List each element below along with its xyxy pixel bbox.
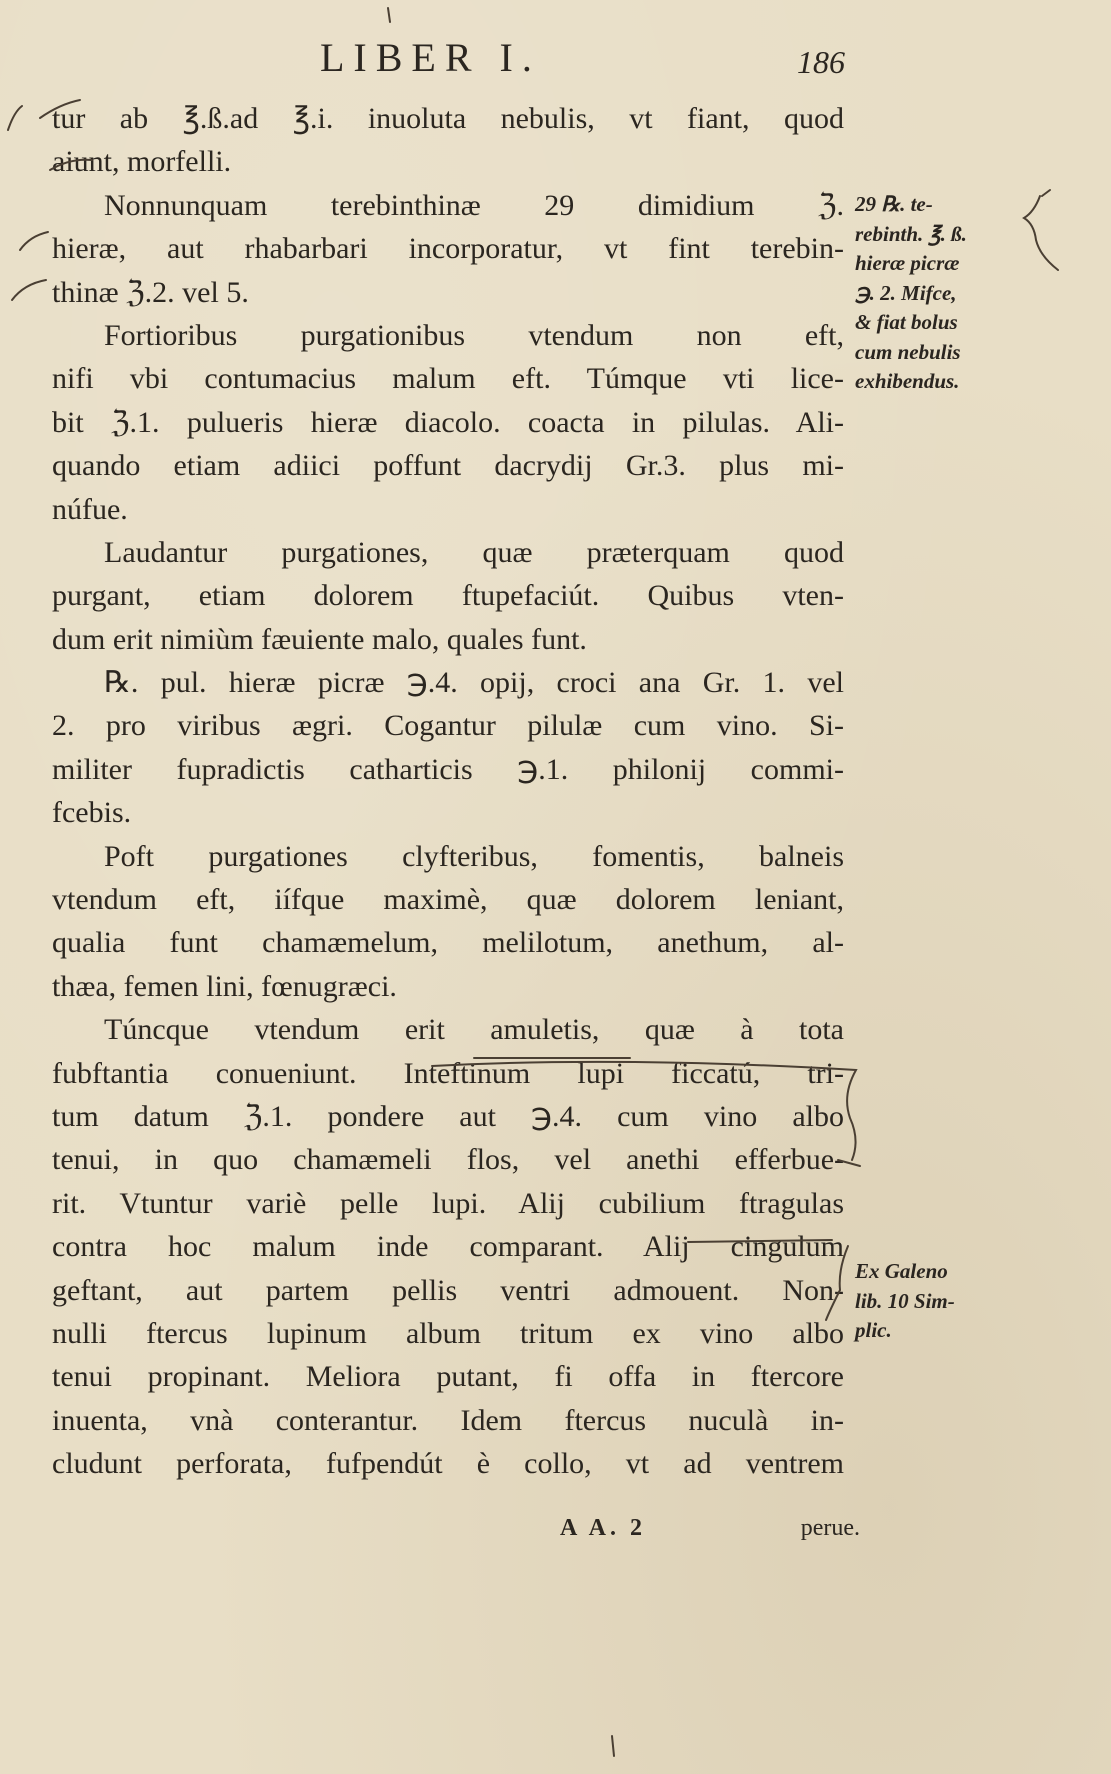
text-line: vtendum eft, iífque maximè, quæ dolorem leniant, <box>52 883 844 917</box>
text-line: geftant, aut partem pellis ventri admouent. Non- <box>52 1273 844 1307</box>
text-line: cludunt perforata, fufpendút è collo, vt ad ventrem <box>52 1447 844 1481</box>
marginal-note-line: rebinth. ℥. ß. <box>855 221 967 246</box>
marginal-note-line: 29 ℞. te- <box>855 192 933 216</box>
text-line: Poft purgationes clyfteribus, fomentis, balneis <box>104 839 844 873</box>
marginal-note-line: Ex Galeno <box>855 1259 948 1283</box>
text-line: núfue. <box>52 492 128 526</box>
text-line: qualia funt chamæmelum, melilotum, anethum, al- <box>52 926 844 960</box>
text-line: nulli ftercus lupinum album tritum ex vino albo <box>52 1316 844 1350</box>
text-line: aiunt, morfelli. <box>52 145 232 179</box>
marginal-note-recipe <box>855 190 1055 397</box>
marginal-note-line: cum nebulis <box>855 339 961 364</box>
text-line: Túncque vtendum erit amuletis, quæ à tota <box>104 1013 844 1047</box>
text-line: purgant, etiam dolorem ftupefaciút. Quibus vten- <box>52 579 844 613</box>
text-line: Fortioribus purgationibus vtendum non eft, <box>104 318 844 352</box>
text-line: militer fupradictis catharticis ℈.1. philonij commi- <box>52 752 844 786</box>
marginal-note-line: & fiat bolus <box>855 310 958 334</box>
pen-stroke-mark <box>20 232 48 250</box>
text-line: Laudantur purgationes, quæ præterquam quod <box>104 535 844 569</box>
book-title: LIBER I. <box>320 35 541 80</box>
text-line: hieræ, aut rhabarbari incorporatur, vt fint terebin- <box>52 232 844 266</box>
catchword: perue. <box>800 1515 860 1541</box>
text-line: contra hoc malum inde comparant. Alij cingulum <box>52 1230 844 1264</box>
text-line: rit. Vtuntur variè pelle lupi. Alij cubilium ftragulas <box>52 1186 844 1220</box>
text-line: fcebis. <box>52 796 132 830</box>
text-line: ℞. pul. hieræ picræ ℈.4. opij, croci ana Gr. 1. vel <box>104 666 844 700</box>
main-text-block <box>52 97 844 1486</box>
marginal-note-line: hieræ picræ <box>855 251 960 275</box>
running-head <box>320 34 845 82</box>
marginal-note-line: plic. <box>855 1318 892 1342</box>
text-line: tenui propinant. Meliora putant, fi offa in ftercore <box>52 1360 844 1394</box>
text-line: inuenta, vnà conterantur. Idem ftercus nuculà in- <box>52 1403 844 1437</box>
footer-line <box>560 1515 860 1542</box>
folio-number: 186 <box>797 44 845 80</box>
text-line: tum datum ℨ.1. pondere aut ℈.4. cum vino albo <box>52 1099 844 1133</box>
text-line: 2. pro viribus ægri. Cogantur pilulæ cum vino. Si- <box>52 709 844 743</box>
text-line: fubftantia conueniunt. Inteftinum lupi ficcatú, tri- <box>52 1056 844 1090</box>
signature-mark: A A. 2 <box>560 1515 647 1541</box>
text-line: quando etiam adiici poffunt dacrydij Gr.3. plus mi- <box>52 449 844 483</box>
marginal-note-line: ℈. 2. Mifce, <box>855 280 957 305</box>
text-line: thæa, femen lini, fœnugræci. <box>52 969 397 1003</box>
marginal-note-line: lib. 10 Sim- <box>855 1288 955 1313</box>
text-line: bit ℨ.1. pulueris hieræ diacolo. coacta in pilulas. Ali- <box>52 405 844 439</box>
marginal-note-source <box>855 1257 1055 1346</box>
pen-stroke-mark <box>612 1736 614 1756</box>
text-line: thinæ ℨ.2. vel 5. <box>52 275 249 309</box>
pen-stroke-mark <box>12 280 46 300</box>
text-line: dum erit nimiùm fæuiente malo, quales funt. <box>52 622 587 656</box>
pen-stroke-mark <box>8 106 22 130</box>
marginal-note-line: exhibendus. <box>855 369 960 393</box>
text-line: tur ab ℥.ß.ad ℥.i. inuoluta nebulis, vt fiant, quod <box>52 102 844 135</box>
pen-stroke-mark <box>388 8 390 22</box>
text-line: tenui, in quo chamæmeli flos, vel anethi efferbue- <box>52 1143 844 1177</box>
text-line: Nonnunquam terebinthinæ 29 dimidium ℨ. <box>104 188 844 222</box>
text-line: nifi vbi contumacius malum eft. Túmque vti lice- <box>52 362 844 396</box>
